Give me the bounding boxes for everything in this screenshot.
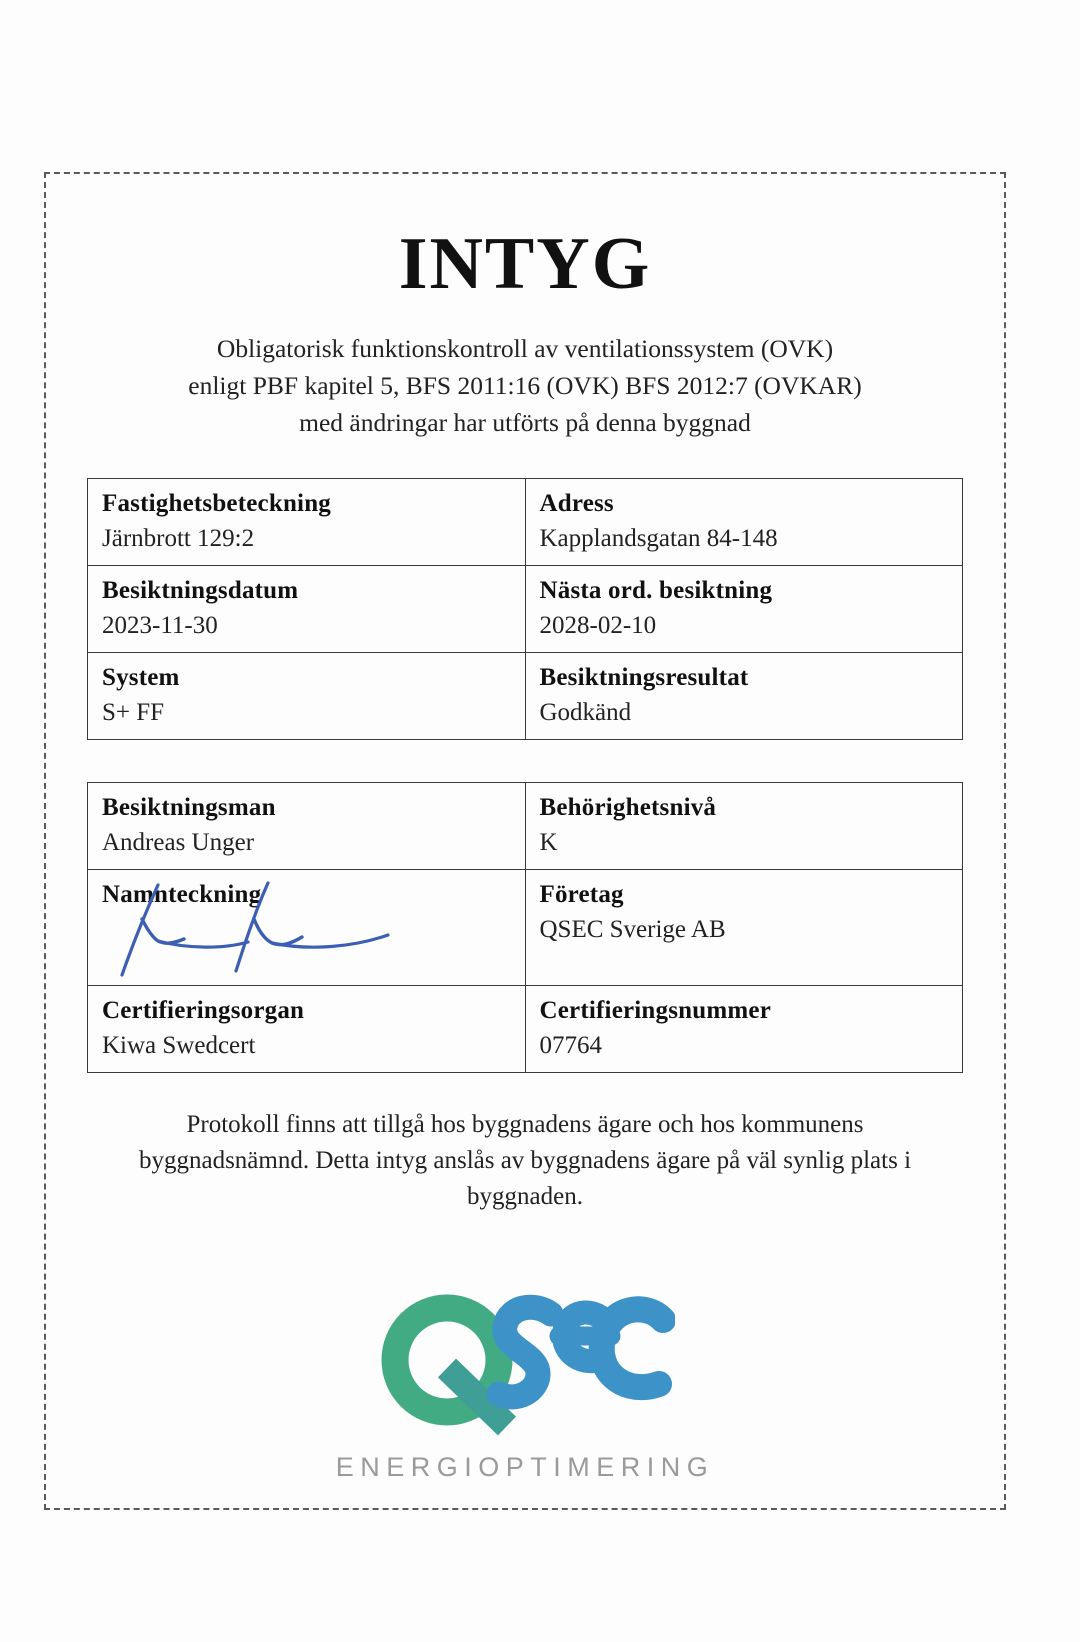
cell-certifieringsnummer bbox=[525, 985, 963, 1072]
footer-note: Protokoll finns att tillgå hos byggnadens ägare och hos kommunens byggnadsnämnd. Detta intyg anslås av byggnadens ägare på väl synlig plats i byggnaden. bbox=[138, 1110, 912, 1211]
value-adress: Kapplandsgatan 84-148 bbox=[539, 524, 778, 552]
cell-besiktningsdatum bbox=[88, 565, 526, 652]
subtitle-line-2: enligt PBF kapitel 5, BFS 2011:16 (OVK) BFS 2012:7 (OVKAR) bbox=[188, 370, 862, 400]
page-title: INTYG bbox=[398, 223, 652, 305]
certificate-content bbox=[44, 172, 1006, 1510]
label-adress: Adress bbox=[539, 489, 614, 517]
subtitle-line-3: med ändringar har utförts på denna byggnad bbox=[299, 407, 751, 437]
value-system: S+ FF bbox=[102, 698, 165, 726]
table-row bbox=[88, 985, 963, 1072]
signature-area bbox=[102, 913, 511, 975]
value-certifieringsorgan: Kiwa Swedcert bbox=[102, 1031, 256, 1059]
table-row bbox=[88, 869, 963, 985]
label-besiktningsman: Besiktningsman bbox=[102, 793, 276, 821]
cell-namnteckning bbox=[88, 869, 526, 985]
table-row bbox=[88, 565, 963, 652]
subtitle-line-1: Obligatorisk funktionskontroll av ventilationssystem (OVK) bbox=[216, 334, 834, 363]
handwritten-signature-icon bbox=[96, 879, 426, 989]
value-besiktningsman: Andreas Unger bbox=[102, 828, 255, 856]
table-row bbox=[88, 478, 963, 565]
value-nasta-besiktning: 2028-02-10 bbox=[539, 611, 657, 639]
label-foretag: Företag bbox=[539, 880, 624, 908]
inspector-table bbox=[87, 782, 963, 1073]
label-namnteckning: Namnteckning bbox=[102, 880, 262, 908]
value-certifieringsnummer: 07764 bbox=[539, 1031, 602, 1059]
label-besiktningsdatum: Besiktningsdatum bbox=[102, 576, 299, 604]
value-fastighetsbeteckning: Järnbrott 129:2 bbox=[102, 524, 255, 552]
value-besiktningsresultat: Godkänd bbox=[539, 698, 632, 726]
cell-certifieringsorgan bbox=[88, 985, 526, 1072]
cell-adress bbox=[525, 478, 963, 565]
label-behorighetsniva: Behörighetsnivå bbox=[539, 793, 717, 821]
label-certifieringsorgan: Certifieringsorgan bbox=[102, 996, 305, 1024]
cell-behorighetsniva bbox=[525, 782, 963, 869]
label-certifieringsnummer: Certifieringsnummer bbox=[539, 996, 772, 1024]
label-fastighetsbeteckning: Fastighetsbeteckning bbox=[102, 489, 331, 517]
cell-foretag bbox=[525, 869, 963, 985]
qsec-logo-block bbox=[84, 1268, 966, 1483]
property-table bbox=[87, 478, 963, 740]
label-system: System bbox=[102, 663, 180, 691]
cell-nasta-besiktning bbox=[525, 565, 963, 652]
label-besiktningsresultat: Besiktningsresultat bbox=[539, 663, 749, 691]
label-nasta-besiktning: Nästa ord. besiktning bbox=[539, 576, 773, 604]
cell-fastighetsbeteckning bbox=[88, 478, 526, 565]
cell-besiktningsman bbox=[88, 782, 526, 869]
table-row bbox=[88, 652, 963, 739]
value-besiktningsdatum: 2023-11-30 bbox=[102, 611, 218, 639]
logo-wordmark: ENERGIOPTIMERING bbox=[335, 1451, 715, 1482]
table-row bbox=[88, 782, 963, 869]
subtitle-block bbox=[84, 331, 966, 442]
value-behorighetsniva: K bbox=[539, 828, 558, 856]
cell-system bbox=[88, 652, 526, 739]
qsec-logo-icon bbox=[375, 1268, 675, 1448]
value-foretag: QSEC Sverige AB bbox=[539, 915, 726, 943]
cell-besiktningsresultat bbox=[525, 652, 963, 739]
